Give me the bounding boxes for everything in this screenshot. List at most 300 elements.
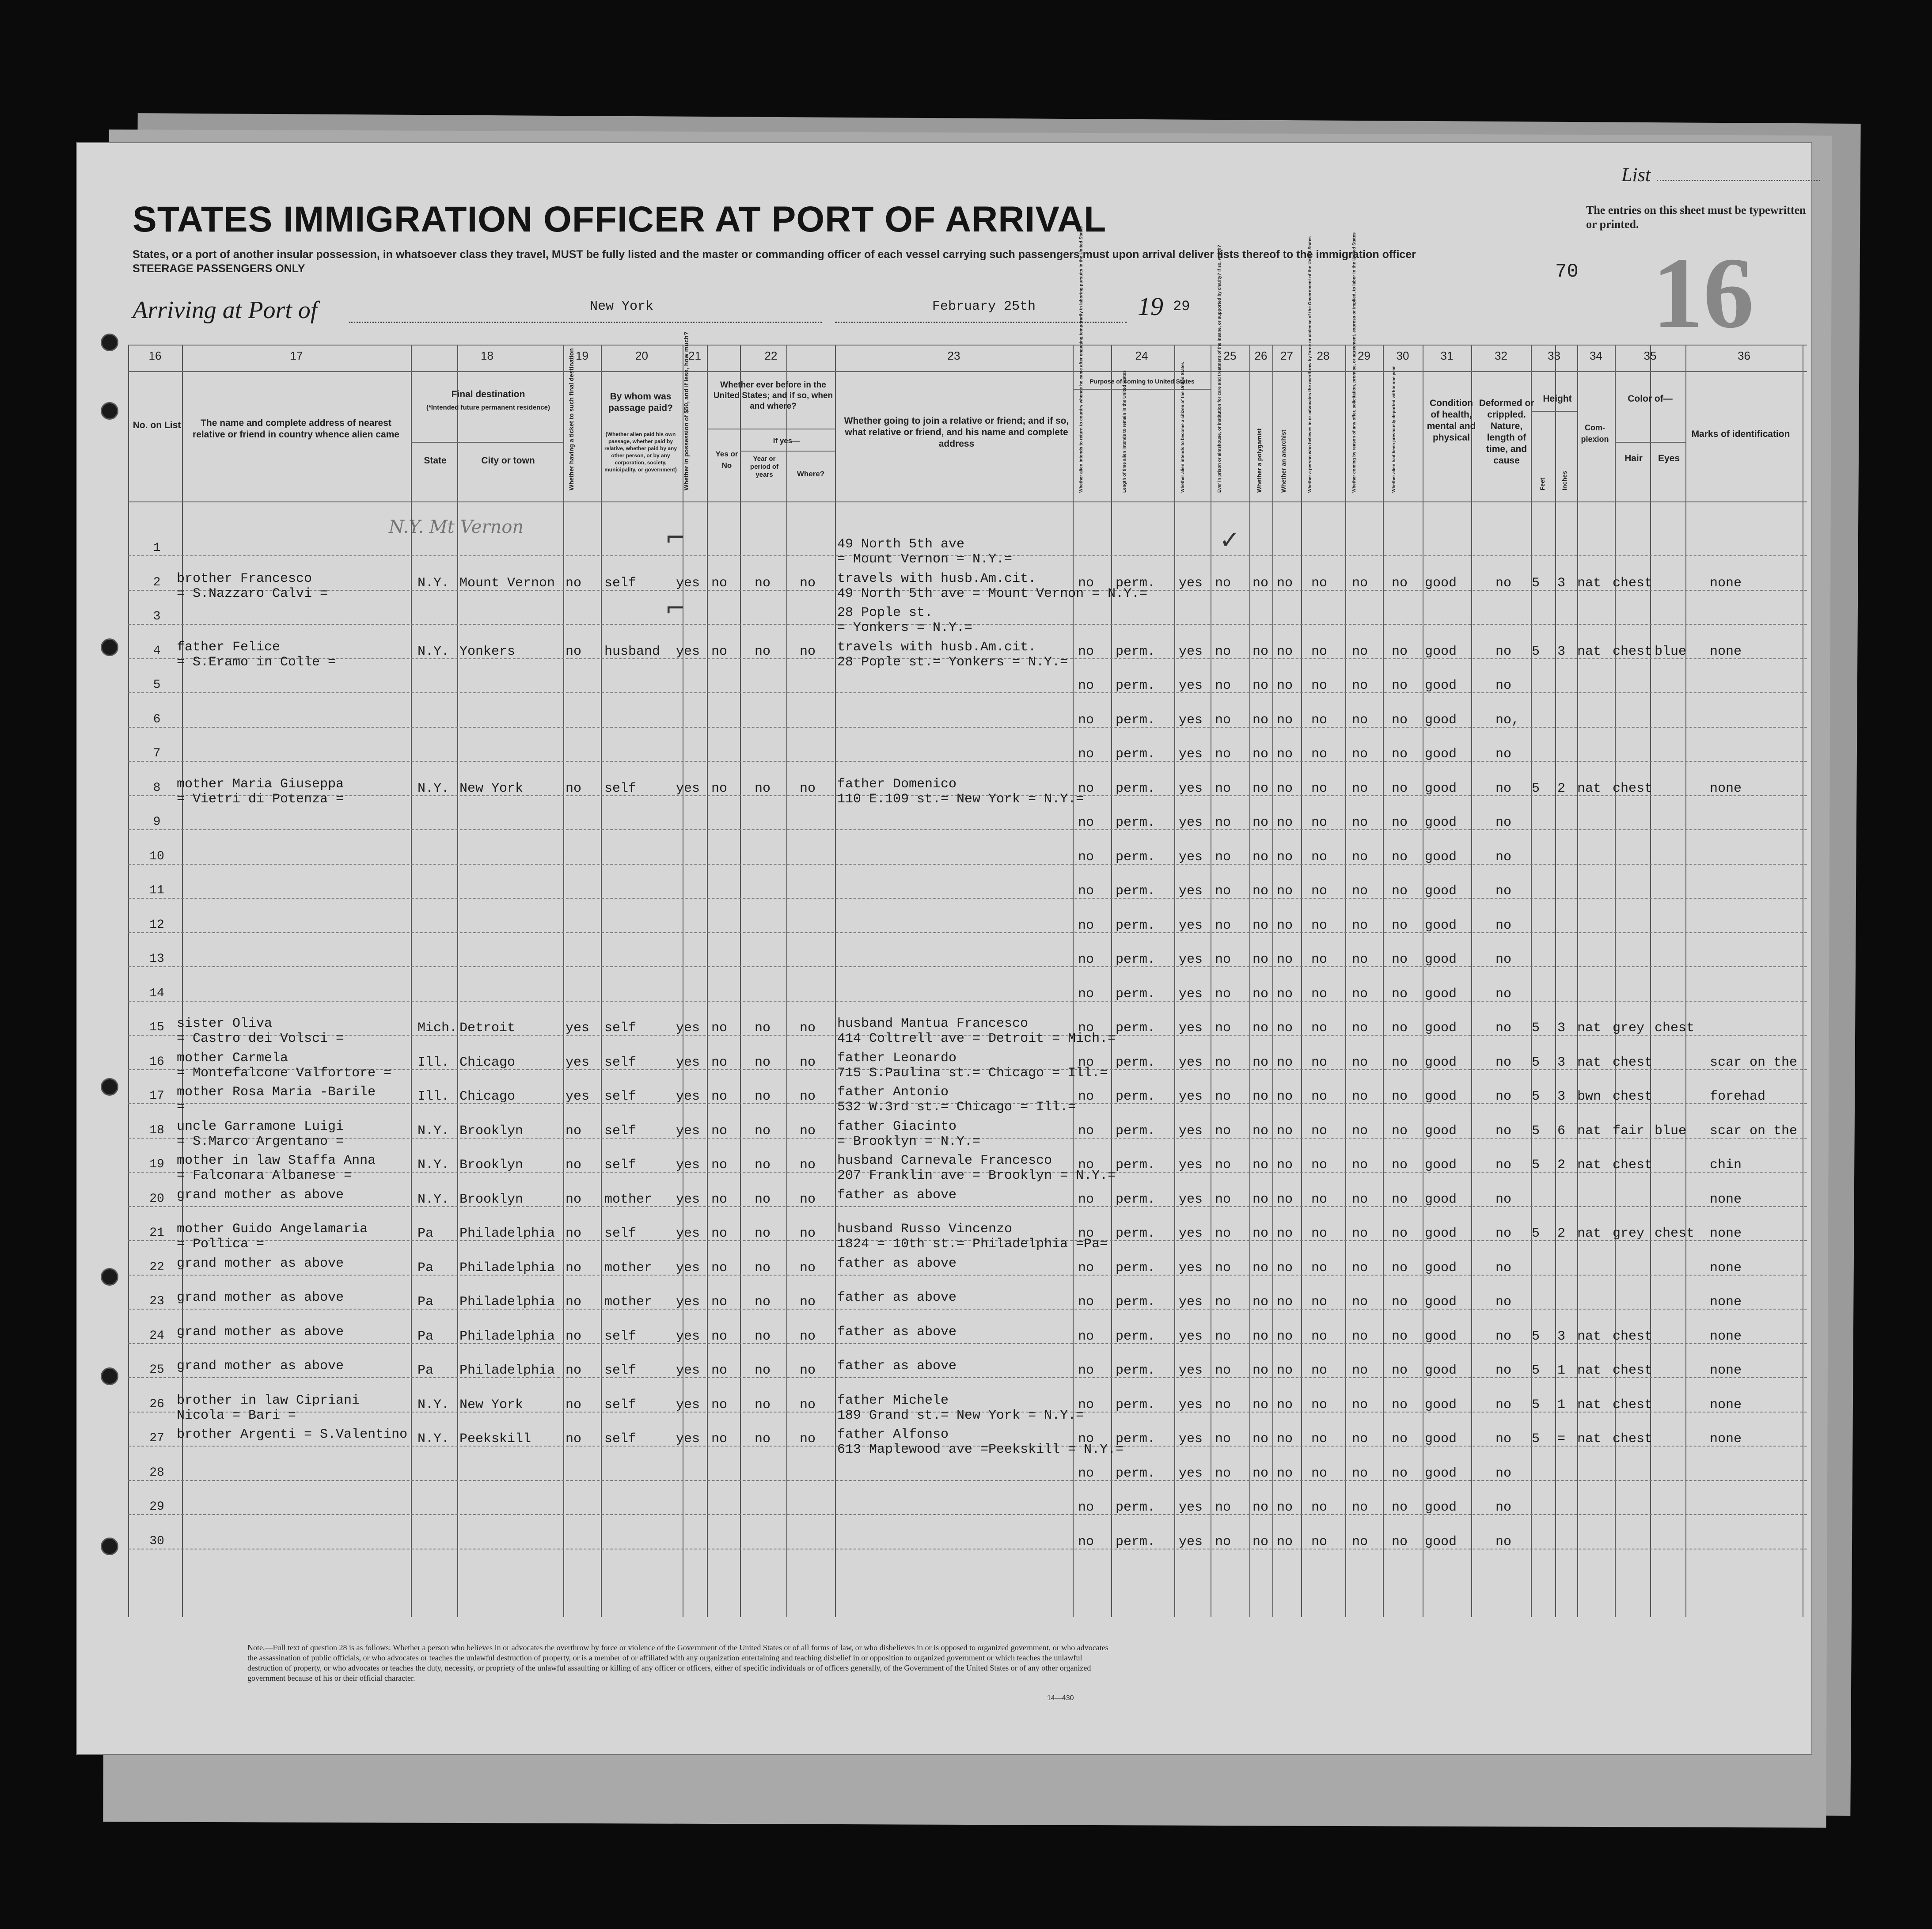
hdr-passage: By whom was passage paid?	[608, 391, 673, 413]
row-number: 2	[153, 575, 161, 589]
cell-before: no	[711, 1226, 728, 1241]
cell-ticket: yes	[566, 1055, 590, 1070]
cell-p3: yes	[1179, 1363, 1203, 1378]
cell-c29: no	[1352, 678, 1368, 693]
hdr-feet: Feet	[1539, 478, 1546, 490]
cell-deformed: no	[1495, 952, 1512, 967]
cell-p3: yes	[1179, 815, 1203, 830]
hdr-yes-or-no: Yes or No	[715, 450, 738, 470]
cell-p3: yes	[1179, 986, 1203, 1002]
cell-complexion: nat	[1577, 1123, 1602, 1139]
cell-health: good	[1425, 1534, 1457, 1549]
column-number: 32	[1495, 349, 1507, 362]
column-number: 18	[481, 349, 493, 362]
cell-p2: perm.	[1116, 1363, 1156, 1378]
cell-complexion: nat	[1577, 1329, 1602, 1344]
cell-health: good	[1425, 884, 1457, 899]
binder-hole	[101, 1268, 118, 1286]
cell-p1: no	[1078, 1397, 1094, 1413]
cell-c28: no	[1311, 781, 1328, 796]
grid-row-line	[128, 501, 1807, 502]
cell-c27: no	[1277, 849, 1293, 865]
cell-feet: 5	[1532, 1363, 1540, 1378]
cell-p2: perm.	[1116, 1295, 1156, 1310]
cell-p2: perm.	[1116, 918, 1156, 933]
cell-p3: yes	[1179, 1260, 1203, 1276]
cell-inches: 6	[1557, 1123, 1566, 1139]
cell-ticket: yes	[566, 1021, 590, 1036]
cell-health: good	[1425, 1329, 1457, 1344]
grid-row-line	[128, 345, 1807, 346]
column-number: 25	[1223, 349, 1237, 362]
cell-hair: chest	[1613, 575, 1653, 591]
cell-c26: no	[1253, 986, 1269, 1002]
cell-before: no	[711, 1192, 728, 1207]
cell-inches: =	[1557, 1432, 1566, 1447]
cell-p1: no	[1078, 1226, 1094, 1241]
binder-hole	[101, 334, 118, 351]
cell-c28: no	[1311, 986, 1328, 1002]
hdr-polygamist: Whether a polygamist	[1256, 428, 1263, 493]
cell-c25: no	[1215, 952, 1231, 967]
cell-deformed: no	[1495, 918, 1512, 933]
cell-hair: chest	[1613, 1089, 1653, 1104]
table-row-divider	[128, 727, 1807, 728]
cell-c27: no	[1277, 1021, 1293, 1036]
cell-p2: perm.	[1116, 1534, 1156, 1549]
cell-p3: yes	[1179, 747, 1203, 762]
joining-relative: travels with husb.Am.cit.	[837, 639, 1036, 655]
cell-marks: none	[1710, 1432, 1742, 1447]
cell-c26: no	[1253, 1055, 1269, 1070]
joining-relative: 49 North 5th ave	[837, 537, 965, 552]
cell-eyes: blue	[1655, 1123, 1687, 1139]
row-number: 29	[149, 1500, 164, 1514]
cell-before: no	[711, 1123, 728, 1139]
cell-feet: 5	[1532, 1329, 1540, 1344]
grid-column-line	[1650, 345, 1651, 1617]
cell-city: Chicago	[459, 1089, 516, 1104]
cell-fifty: yes	[676, 1260, 700, 1276]
cell-where: no	[800, 1123, 816, 1139]
binder-hole	[101, 1538, 118, 1555]
cell-c26: no	[1253, 1500, 1269, 1515]
cell-marks: chin	[1710, 1158, 1742, 1173]
cell-before: no	[711, 1089, 728, 1104]
joining-relative: father Antonio	[837, 1085, 949, 1100]
cell-feet: 5	[1532, 1089, 1540, 1104]
cell-c29: no	[1352, 747, 1368, 762]
cell-c30: no	[1392, 678, 1408, 693]
cell-paid: self	[604, 1226, 637, 1241]
cell-p1: no	[1078, 1123, 1094, 1139]
row-number: 26	[149, 1397, 164, 1411]
cell-health: good	[1425, 712, 1457, 728]
cell-c28: no	[1311, 1260, 1328, 1276]
cell-p3: yes	[1179, 1055, 1203, 1070]
cell-c27: no	[1277, 1397, 1293, 1413]
cell-state: N.Y.	[418, 1192, 450, 1207]
cell-c30: no	[1392, 1329, 1408, 1344]
cell-c28: no	[1311, 1123, 1328, 1139]
joining-relative: travels with husb.Am.cit.	[837, 571, 1036, 586]
cell-p1: no	[1078, 986, 1094, 1002]
joining-relative: father as above	[837, 1256, 957, 1271]
column-number: 17	[290, 349, 303, 362]
cell-fifty: yes	[676, 1089, 700, 1104]
cell-where: no	[800, 575, 816, 591]
row-number: 1	[153, 541, 161, 555]
cell-yrs: no	[755, 1295, 771, 1310]
cell-p3: yes	[1179, 1295, 1203, 1310]
cell-p1: no	[1078, 747, 1094, 762]
cell-deformed: no	[1495, 1329, 1512, 1344]
cell-hair: chest	[1613, 1158, 1653, 1173]
cell-paid: self	[604, 1432, 637, 1447]
cell-c26: no	[1253, 1534, 1269, 1549]
cell-p3: yes	[1179, 575, 1203, 591]
row-number: 18	[149, 1123, 164, 1137]
cell-complexion: bwn	[1577, 1089, 1602, 1104]
cell-c28: no	[1311, 1295, 1328, 1310]
grid-column-line	[1531, 345, 1532, 1617]
joining-address: 49 North 5th ave = Mount Vernon = N.Y.=	[837, 586, 1148, 601]
cell-p1: no	[1078, 1534, 1094, 1549]
row-number: 13	[149, 952, 164, 966]
cell-deformed: no	[1495, 986, 1512, 1002]
cell-c30: no	[1392, 747, 1408, 762]
cell-c28: no	[1311, 849, 1328, 865]
cell-c30: no	[1392, 1089, 1408, 1104]
relative-name: mother Guido Angelamaria	[177, 1222, 368, 1237]
hdr-city: City or town	[481, 456, 535, 466]
relative-name: father Felice	[177, 639, 281, 655]
cell-p1: no	[1078, 678, 1094, 693]
cell-deformed: no	[1495, 1466, 1512, 1481]
row-number: 8	[153, 781, 161, 795]
cell-marks: none	[1710, 1260, 1742, 1276]
cell-p1: no	[1078, 884, 1094, 899]
cell-state: N.Y.	[418, 1397, 450, 1413]
cell-paid: self	[604, 1055, 637, 1070]
grid-column-line	[1174, 345, 1175, 1617]
cell-c26: no	[1253, 952, 1269, 967]
cell-c28: no	[1311, 1055, 1328, 1070]
cell-hair: chest	[1613, 1363, 1653, 1378]
cell-ticket: no	[566, 1397, 582, 1413]
cell-fifty: yes	[676, 1192, 700, 1207]
hdr-hair: Hair	[1625, 453, 1643, 463]
joining-relative: 28 Pople st.	[837, 605, 933, 620]
cell-deformed: no	[1495, 747, 1512, 762]
row-number: 27	[149, 1432, 164, 1445]
cell-c30: no	[1392, 918, 1408, 933]
cell-c25: no	[1215, 1432, 1231, 1447]
row-number: 14	[149, 986, 164, 1000]
row-number: 15	[149, 1021, 164, 1034]
cell-health: good	[1425, 1363, 1457, 1378]
cell-p2: perm.	[1116, 1021, 1156, 1036]
grid-column-line	[1471, 345, 1472, 1617]
cell-c26: no	[1253, 815, 1269, 830]
cell-c28: no	[1311, 1329, 1328, 1344]
cell-ticket: no	[566, 1295, 582, 1310]
binder-hole	[101, 638, 118, 656]
cell-p3: yes	[1179, 1397, 1203, 1413]
row-number: 17	[149, 1089, 164, 1103]
cell-c25: no	[1215, 712, 1231, 728]
table-row-divider	[128, 932, 1807, 933]
cell-c26: no	[1253, 781, 1269, 796]
cell-c30: no	[1392, 1226, 1408, 1241]
cell-fifty: yes	[676, 1055, 700, 1070]
cell-c25: no	[1215, 986, 1231, 1002]
cell-c30: no	[1392, 1432, 1408, 1447]
cell-c29: no	[1352, 986, 1368, 1002]
cell-paid: self	[604, 781, 637, 796]
cell-c29: no	[1352, 1295, 1368, 1310]
cell-marks: scar on the	[1710, 1123, 1798, 1139]
cell-p2: perm.	[1116, 1500, 1156, 1515]
cell-ticket: no	[566, 1192, 582, 1207]
cell-c25: no	[1215, 1260, 1231, 1276]
cell-c29: no	[1352, 1192, 1368, 1207]
cell-p2: perm.	[1116, 1329, 1156, 1344]
joining-relative: father Domenico	[837, 776, 957, 792]
hdr-purpose-length: Length of time alien intends to remain in the United States	[1122, 370, 1127, 493]
cell-p2: perm.	[1116, 952, 1156, 967]
cell-complexion: nat	[1577, 1363, 1602, 1378]
cell-c26: no	[1253, 1329, 1269, 1344]
cell-health: good	[1425, 1500, 1457, 1515]
row-number: 9	[153, 815, 161, 829]
cell-p3: yes	[1179, 849, 1203, 865]
cell-health: good	[1425, 1466, 1457, 1481]
cell-yrs: no	[755, 1329, 771, 1344]
grid-column-line	[1111, 345, 1112, 1617]
cell-marks: none	[1710, 1226, 1742, 1241]
cell-deformed: no	[1495, 849, 1512, 865]
table-row-divider	[128, 1001, 1807, 1002]
cell-p1: no	[1078, 1329, 1094, 1344]
cell-c28: no	[1311, 1158, 1328, 1173]
cell-paid: mother	[604, 1192, 653, 1207]
cell-complexion: nat	[1577, 644, 1602, 659]
cell-inches: 2	[1557, 1226, 1566, 1241]
hdr-anarchist: Whether an anarchist	[1280, 429, 1287, 493]
cell-c29: no	[1352, 849, 1368, 865]
cell-p3: yes	[1179, 781, 1203, 796]
cell-c26: no	[1253, 1192, 1269, 1207]
cell-c29: no	[1352, 1534, 1368, 1549]
hdr-purpose: Purpose of coming to United States	[1089, 378, 1195, 385]
cell-state: N.Y.	[418, 1158, 450, 1173]
cell-fifty: yes	[676, 1295, 700, 1310]
cell-c27: no	[1277, 1192, 1293, 1207]
cell-paid: self	[604, 1021, 637, 1036]
grid-column-line	[1685, 345, 1686, 1617]
cell-city: Chicago	[459, 1055, 516, 1070]
cell-p2: perm.	[1116, 1192, 1156, 1207]
cell-c26: no	[1253, 849, 1269, 865]
cell-health: good	[1425, 952, 1457, 967]
cell-p2: perm.	[1116, 1123, 1156, 1139]
cell-p1: no	[1078, 644, 1094, 659]
row-number: 20	[149, 1192, 164, 1206]
cell-c25: no	[1215, 644, 1231, 659]
cell-p3: yes	[1179, 918, 1203, 933]
cell-ticket: no	[566, 575, 582, 591]
cell-health: good	[1425, 1260, 1457, 1276]
cell-paid: self	[604, 1089, 637, 1104]
cell-p3: yes	[1179, 884, 1203, 899]
cell-state: N.Y.	[418, 1432, 450, 1447]
joining-address: 1824 = 10th st.= Philadelphia =Pa=	[837, 1237, 1108, 1252]
cell-health: good	[1425, 1158, 1457, 1173]
cell-hair: fair	[1613, 1123, 1645, 1139]
cell-c29: no	[1352, 1260, 1368, 1276]
hdr-ticket: Whether having a ticket to such final destination	[568, 348, 575, 490]
relative-name: grand mother as above	[177, 1187, 344, 1203]
cell-p1: no	[1078, 815, 1094, 830]
cell-hair: chest	[1613, 781, 1653, 796]
cell-complexion: nat	[1577, 1432, 1602, 1447]
cell-paid: self	[604, 1363, 637, 1378]
cell-city: Brooklyn	[459, 1123, 524, 1139]
table-row-divider	[128, 829, 1807, 830]
row-number: 11	[149, 884, 164, 897]
column-number: 23	[947, 349, 960, 362]
year-prefix: 19	[1138, 292, 1163, 321]
cell-health: good	[1425, 747, 1457, 762]
cell-deformed: no	[1495, 1123, 1512, 1139]
cell-deformed: no	[1495, 781, 1512, 796]
cell-c30: no	[1392, 575, 1408, 591]
cell-feet: 5	[1532, 1021, 1540, 1036]
cell-p2: perm.	[1116, 1432, 1156, 1447]
cell-state: N.Y.	[418, 781, 450, 796]
cell-c30: no	[1392, 1500, 1408, 1515]
cell-fifty: yes	[676, 1329, 700, 1344]
cell-before: no	[711, 644, 728, 659]
hdr-where: Where?	[797, 470, 825, 478]
column-number: 30	[1396, 349, 1409, 362]
cell-c27: no	[1277, 781, 1293, 796]
joining-relative: father as above	[837, 1187, 957, 1203]
grid-column-line	[182, 345, 183, 1617]
hdr-passage-note: (Whether alien paid his own passage, whether paid by relative, whether paid by any other person, or by any corporation, society, municipality, or government)	[604, 431, 677, 473]
hdr-height: Height	[1543, 394, 1572, 404]
cell-c29: no	[1352, 575, 1368, 591]
cell-yrs: no	[755, 644, 771, 659]
cell-c29: no	[1352, 1397, 1368, 1413]
binder-hole	[101, 1078, 118, 1096]
cell-health: good	[1425, 1089, 1457, 1104]
cell-c28: no	[1311, 1534, 1328, 1549]
cell-c29: no	[1352, 781, 1368, 796]
cell-complexion: nat	[1577, 575, 1602, 591]
cell-c25: no	[1215, 781, 1231, 796]
relative-name: uncle Garramone Luigi	[177, 1119, 344, 1134]
relative-name: brother Francesco	[177, 571, 312, 586]
cell-c30: no	[1392, 1260, 1408, 1276]
relative-name: mother Maria Giuseppa	[177, 776, 344, 792]
cell-c27: no	[1277, 1055, 1293, 1070]
cell-yrs: no	[755, 1192, 771, 1207]
hdr-no-on-list: No. on List	[133, 420, 181, 430]
cell-inches: 3	[1557, 1021, 1566, 1036]
cell-c29: no	[1352, 1055, 1368, 1070]
binder-hole	[101, 402, 118, 420]
cell-p2: perm.	[1116, 644, 1156, 659]
cell-city: Philadelphia	[459, 1226, 555, 1241]
cell-c25: no	[1215, 1363, 1231, 1378]
hdr-state: State	[424, 456, 447, 466]
cell-c26: no	[1253, 1021, 1269, 1036]
row-number: 25	[149, 1363, 164, 1377]
joining-relative: husband Carnevale Francesco	[837, 1153, 1052, 1168]
cell-c25: no	[1215, 918, 1231, 933]
joining-relative: father as above	[837, 1290, 957, 1305]
relative-address: Nicola = Bari =	[177, 1408, 296, 1423]
cell-where: no	[800, 1192, 816, 1207]
cell-c28: no	[1311, 918, 1328, 933]
cell-eyes: chest	[1655, 1021, 1695, 1036]
cell-before: no	[711, 575, 728, 591]
cell-p3: yes	[1179, 1158, 1203, 1173]
column-number: 27	[1280, 349, 1293, 362]
cell-hair: chest	[1613, 1055, 1653, 1070]
cell-marks: none	[1710, 781, 1742, 796]
cell-eyes: blue	[1655, 644, 1687, 659]
cell-c25: no	[1215, 1089, 1231, 1104]
row-number: 6	[153, 712, 161, 726]
cell-before: no	[711, 1055, 728, 1070]
cell-c25: no	[1215, 1466, 1231, 1481]
cell-c25: no	[1215, 1397, 1231, 1413]
cell-c30: no	[1392, 1534, 1408, 1549]
cell-c30: no	[1392, 1466, 1408, 1481]
cell-ticket: no	[566, 1260, 582, 1276]
column-number: 21	[688, 349, 701, 362]
relative-address: = Castro dei Volsci =	[177, 1031, 344, 1046]
cell-health: good	[1425, 849, 1457, 865]
hdr-q30: Whether alien had been previously deported within one year	[1392, 366, 1397, 493]
relative-address: = Pollica =	[177, 1237, 265, 1252]
cell-state: N.Y.	[418, 644, 450, 659]
cell-c28: no	[1311, 1500, 1328, 1515]
cell-health: good	[1425, 1226, 1457, 1241]
cell-state: Ill.	[418, 1089, 450, 1104]
cell-feet: 5	[1532, 1226, 1540, 1241]
row-number: 10	[149, 849, 164, 863]
cell-complexion: nat	[1577, 1055, 1602, 1070]
relative-address: = Vietri di Potenza =	[177, 791, 344, 807]
table-row-divider	[128, 1206, 1807, 1207]
joining-address: 414 Coltrell ave = Detroit = Mich.=	[837, 1031, 1116, 1046]
cell-c28: no	[1311, 1432, 1328, 1447]
cell-p3: yes	[1179, 644, 1203, 659]
cell-c27: no	[1277, 1089, 1293, 1104]
joining-relative: father Alfonso	[837, 1427, 949, 1442]
cell-fifty: yes	[676, 1226, 700, 1241]
relative-name: mother Carmela	[177, 1050, 288, 1066]
cell-eyes: chest	[1655, 1226, 1695, 1241]
hdr-inches: Inches	[1561, 471, 1568, 490]
cell-fifty: yes	[676, 1432, 700, 1447]
cell-c26: no	[1253, 1089, 1269, 1104]
cell-c25: no	[1215, 884, 1231, 899]
